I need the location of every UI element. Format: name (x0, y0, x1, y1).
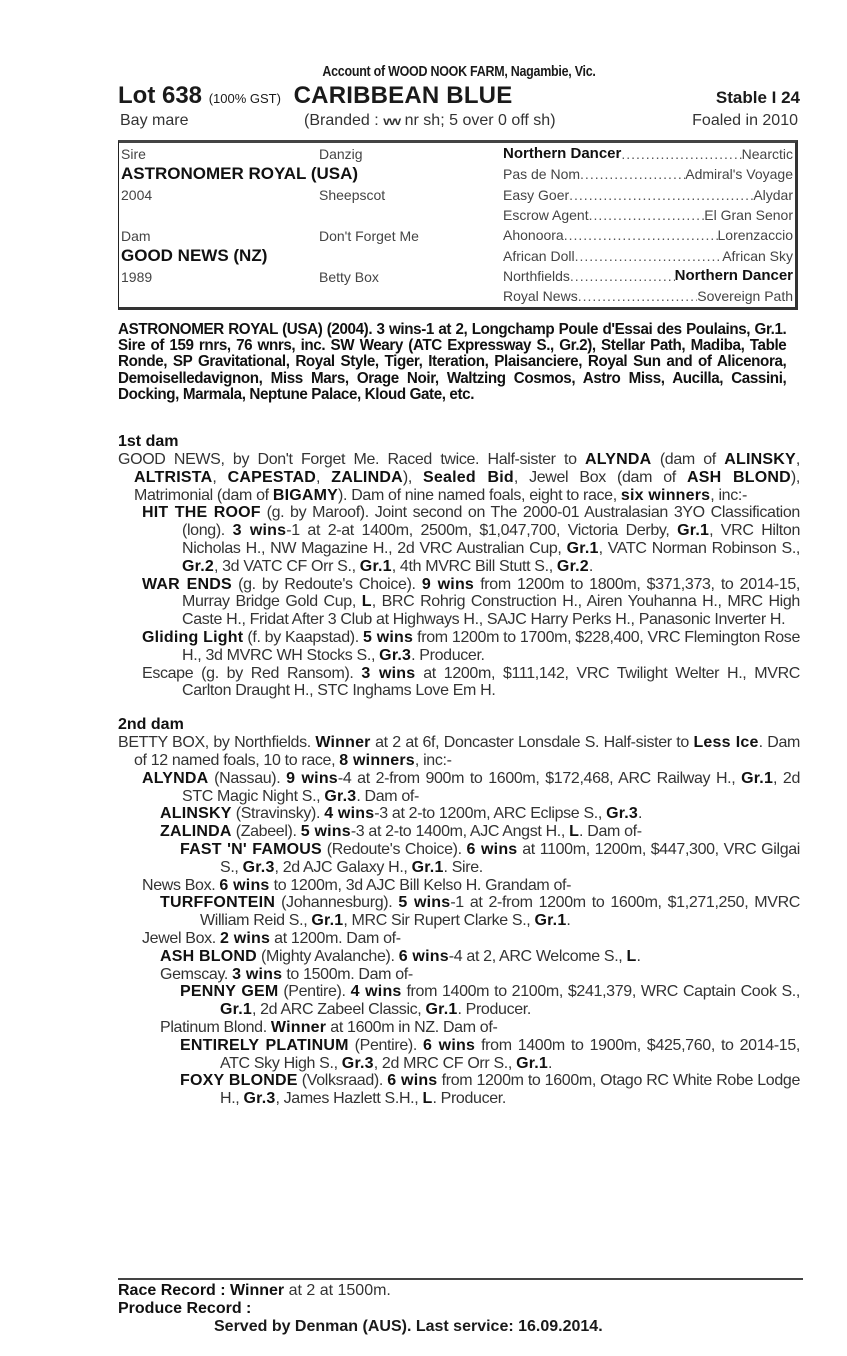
bold-text: 5 wins (398, 894, 451, 912)
grandparent-name: Easy Goer (503, 186, 570, 203)
leader-dots (564, 225, 718, 245)
bold-text: 2 wins (219, 929, 271, 947)
foaled-year: Foaled in 2010 (692, 112, 798, 129)
grandparent-row (503, 205, 793, 225)
sire-summary: ASTRONOMER ROYAL (USA) (2004). 3 wins-1 at 2, Longchamp Poule d'Essai des Poulains, Gr.1. Sire of 159 rnrs, 76 wnrs, inc. SW Weary (ATC Expressway S., Gr.2), Stellar Path, Madiba, Table Ronde, SP Gravitational, Royal Style, Tiger, Iteration, Plaisanciere, Royal Sun and of Alicenora, Demoiselledavignon, Miss Mars, Orage Noir, Waltzing Cosmos, Astro Miss, Aucilla, Cassini, Docking, Marmala, Neptune Palace, Kloud Gate, etc. (118, 321, 787, 403)
divider (118, 1278, 803, 1280)
horse-details (118, 110, 800, 132)
vendor-account: Account of WOOD NOOK FARM, Nagambie, Vic. (322, 64, 596, 80)
bold-text: Gr.2 (182, 557, 214, 575)
leader-dots (578, 286, 698, 306)
brand-description: (Branded : vvv nr sh; 5 over 0 off sh) (304, 112, 556, 129)
bold-text: Gr.1 (425, 1001, 458, 1019)
bold-text: Gr.1 (534, 912, 567, 930)
gst-note: (100% GST) (208, 91, 281, 106)
bold-text: HIT THE ROOF (142, 504, 261, 522)
lot-header (118, 82, 800, 110)
leader-dots (570, 266, 675, 286)
bold-text: L (626, 947, 637, 965)
bold-text: ALINSKY (160, 805, 232, 823)
bold-text: ZALINDA (160, 823, 232, 841)
bold-text: Gr.1 (516, 1054, 549, 1072)
bold-text: Less Ice (693, 734, 759, 752)
leader-dots (569, 185, 753, 205)
bold-text: Gr.3 (379, 646, 412, 664)
first-dam-heading: 1st dam (118, 433, 179, 451)
bold-text: FOXY BLONDE (180, 1072, 298, 1090)
bold-text: PENNY GEM (180, 983, 279, 1001)
bold-text: Gr.1 (677, 522, 710, 540)
leader-dots (621, 144, 741, 164)
stable-location: Stable I 24 (715, 88, 800, 107)
bold-text: 3 wins (232, 522, 287, 540)
bold-text: ASH BLOND (686, 468, 791, 486)
produce-record: Produce Record : (118, 1300, 252, 1317)
bold-text: ALTRISTA (134, 468, 213, 486)
grandparent-name: Northern Dancer (503, 145, 622, 162)
sire-label: Sire (121, 146, 146, 162)
descendant-entry: TURFFONTEIN (Johannesburg). 5 wins-1 at 2-from 1200m to 1600m, $1,271,250, MVRC William Reid S., Gr.1, MRC Sir Rupert Clarke S., Gr.1. (160, 894, 800, 930)
progeny-entry: HIT THE ROOF (g. by Maroof). Joint second on The 2000-01 Australasian 3YO Classification (long). 3 wins-1 at 2-at 1400m, 2500m, $1,047,700, Victoria Derby, Gr.1, VRC Hilton Nicholas H., NW Magazine H., 2d VRC Australian Cup, Gr.1, VATC Norman Robinson S., Gr.2, 3d VATC CF Orr S., Gr.1, 4th MVRC Bill Stutt S., Gr.2. (142, 504, 801, 575)
bold-text: L (422, 1090, 433, 1108)
bold-text: 4 wins (324, 805, 375, 823)
grandparent-name: Escrow Agent (503, 206, 589, 223)
great-grandsire-name: Northern Dancer (674, 266, 793, 284)
bold-text: Gr.3 (341, 1054, 374, 1072)
descendant-entry: Jewel Box. 2 wins at 1200m. Dam of- (142, 929, 401, 947)
second-dam-intro: BETTY BOX, by Northfields. Winner at 2 at 6f, Doncaster Lonsdale S. Half-sister to Less Ice. Dam of 12 named foals, 10 to race, 8 winners, inc:- (118, 734, 800, 769)
descendant-entry: ZALINDA (Zabeel). 5 wins-3 at 2-to 1400m, AJC Angst H., L. Dam of- (160, 823, 642, 841)
second-dam-entries (118, 770, 800, 1108)
bold-text: TURFFONTEIN (160, 894, 276, 912)
records-section (118, 1282, 803, 1336)
bold-text: BIGAMY (272, 486, 339, 504)
lot-number: Lot 638 (118, 82, 203, 109)
bold-text: CAPESTAD (227, 468, 316, 486)
bold-text: Gr.2 (556, 557, 589, 575)
grandparent-row (503, 225, 793, 245)
grandparent-name: Royal News (503, 288, 578, 305)
grandparent-name: African Doll (503, 247, 575, 264)
bold-text: 4 wins (350, 983, 402, 1001)
bold-text: 8 winners (339, 751, 415, 769)
descendant-entry: ASH BLOND (Mighty Avalanche). 6 wins-4 at 2, ARC Welcome S., L. (160, 947, 641, 965)
sire-dam: Sheepscot (319, 187, 386, 203)
progeny-entry: WAR ENDS (g. by Redoute's Choice). 9 wins from 1200m to 1800m, $371,373, to 2014-15, Murray Bridge Gold Cup, L, BRC Rohrig Construction H., Airen Youhanna H., MRC High Caste H., Fridat After 3 Club at Highways H., SAJC Harry Perks H., Panasonic Inverter H. (142, 575, 801, 629)
grandparent-name: Northfields (503, 267, 570, 284)
bold-text: Gr.1 (359, 557, 392, 575)
horse-name: CARIBBEAN BLUE (293, 82, 513, 109)
catalogue-page (118, 62, 800, 1108)
bold-text: 6 wins (219, 876, 270, 894)
great-grandsire-name: Nearctic (741, 146, 793, 162)
bold-text: WAR ENDS (142, 575, 232, 593)
bold-text: ASH BLOND (160, 947, 257, 965)
race-record: Race Record : Winner at 2 at 1500m. (118, 1282, 391, 1299)
descendant-entry: ALINSKY (Stravinsky). 4 wins-3 at 2-to 1200m, ARC Eclipse S., Gr.3. (160, 805, 643, 823)
bold-text: 6 wins (398, 947, 449, 965)
progeny-entry: Escape (g. by Red Ransom). 3 wins at 1200m, $111,142, VRC Twilight Welter H., MVRC Carlton Draught H., STC Inghams Love Em H. (142, 664, 801, 700)
sire-year: 2004 (121, 187, 153, 203)
descendant-entry: ALYNDA (Nassau). 9 wins-4 at 2-from 900m to 1600m, $172,468, ARC Railway H., Gr.1, 2d STC Magic Night S., Gr.3. Dam of- (142, 769, 800, 805)
bold-text: 5 wins (362, 628, 414, 646)
descendant-entry: News Box. 6 wins to 1200m, 3d AJC Bill Kelso H. Grandam of- (142, 876, 572, 894)
great-grandsire-name: African Sky (722, 247, 793, 264)
bold-text: Gr.1 (566, 540, 599, 557)
grandparent-row (503, 144, 793, 164)
bold-text: Gr.1 (741, 769, 774, 787)
grandparent-row (503, 185, 793, 205)
grandparent-row (503, 164, 793, 184)
second-dam-heading: 2nd dam (118, 716, 184, 734)
bold-text: Gr.3 (243, 1090, 276, 1108)
bold-text: 3 wins (232, 965, 283, 983)
bold-text: six winners (620, 486, 711, 504)
bold-text: Gr.3 (242, 858, 275, 876)
bold-text: 3 wins (361, 664, 416, 682)
dam-dam: Betty Box (319, 269, 379, 285)
grandparent-name: Ahonoora (503, 227, 564, 244)
descendant-entry: Gemscay. 3 wins to 1500m. Dam of- (160, 965, 413, 983)
bold-text: 5 wins (300, 823, 351, 841)
bold-text: 6 wins (466, 840, 518, 858)
bold-text: ALYNDA (142, 769, 209, 787)
bold-text: ZALINDA (331, 468, 403, 486)
great-grandsire-name: Alydar (753, 186, 793, 203)
sire-sire: Danzig (319, 146, 363, 162)
bold-text: Gr.1 (411, 858, 444, 876)
bold-text: ENTIRELY PLATINUM (180, 1036, 349, 1054)
brand-mark-icon: vvv (383, 114, 401, 128)
grandparent-row (503, 286, 793, 306)
bold-text: Gr.1 (311, 912, 344, 930)
progeny-entry: Gliding Light (f. by Kaapstad). 5 wins from 1200m to 1700m, $228,400, VRC Flemington Rose H., 3d MVRC WH Stocks S., Gr.3. Producer. (142, 628, 800, 664)
descendant-entry: Platinum Blond. Winner at 1600m in NZ. Dam of- (160, 1018, 498, 1036)
pedigree-table (118, 140, 798, 310)
bold-text: L (361, 593, 372, 611)
dam-label: Dam (121, 228, 151, 244)
service-note: Served by Denman (AUS). Last service: 16.09.2014. (214, 1318, 603, 1335)
great-grandsire-name: Lorenzaccio (717, 227, 793, 244)
bold-text: FAST 'N' FAMOUS (180, 840, 322, 858)
bold-text: 6 wins (387, 1072, 438, 1090)
bold-text: Sealed Bid (423, 468, 514, 486)
sire-name: ASTRONOMER ROYAL (USA) (121, 164, 359, 183)
bold-text: Gliding Light (142, 628, 244, 646)
descendant-entry: FAST 'N' FAMOUS (Redoute's Choice). 6 wins at 1100m, 1200m, $447,300, VRC Gilgai S., Gr.3, 2d AJC Galaxy H., Gr.1. Sire. (180, 840, 800, 876)
bold-text: Gr.1 (220, 1001, 252, 1019)
bold-text: L (569, 823, 580, 841)
leader-dots (575, 246, 723, 266)
dam-year: 1989 (121, 269, 153, 285)
great-grandsire-name: Sovereign Path (697, 288, 793, 305)
bold-text: ALINSKY (724, 451, 796, 469)
leader-dots (580, 164, 685, 184)
first-dam-intro: GOOD NEWS, by Don't Forget Me. Raced twice. Half-sister to ALYNDA (dam of ALINSKY, ALTRISTA, CAPESTAD, ZALINDA), Sealed Bid, Jewel Box (dam of ASH BLOND), Matrimonial (dam of BIGAMY). Dam of nine named foals, eight to race, six winners, inc:- (118, 451, 801, 504)
dam-name: GOOD NEWS (NZ) (121, 246, 268, 265)
bold-text: Gr.3 (324, 787, 357, 805)
first-dam-section (118, 433, 800, 700)
descendant-entry: FOXY BLONDE (Volksraad). 6 wins from 1200m to 1600m, Otago RC White Robe Lodge H., Gr.3, James Hazlett S.H., L. Producer. (180, 1072, 800, 1108)
dam-sire: Don't Forget Me (319, 228, 419, 244)
bold-text: Gr.3 (606, 805, 638, 823)
grandparent-row (503, 246, 793, 266)
horse-sex-colour: Bay mare (120, 112, 189, 129)
lot-title (118, 82, 512, 113)
bold-text: 9 wins (421, 575, 475, 593)
great-grandsire-name: El Gran Senor (704, 206, 793, 223)
bold-text: 9 wins (286, 769, 338, 787)
descendant-entry: PENNY GEM (Pentire). 4 wins from 1400m to 2100m, $241,379, WRC Captain Cook S., Gr.1, 2d ARC Zabeel Classic, Gr.1. Producer. (180, 983, 800, 1019)
bold-text: Winner (315, 734, 371, 752)
great-grandsire-name: Admiral's Voyage (685, 166, 793, 183)
grandparent-name: Pas de Nom (503, 166, 581, 183)
bold-text: ALYNDA (585, 451, 652, 469)
grandparent-row (503, 266, 793, 286)
descendant-entry: ENTIRELY PLATINUM (Pentire). 6 wins from 1400m to 1900m, $425,760, to 2014-15, ATC Sky High S., Gr.3, 2d MRC CF Orr S., Gr.1. (180, 1036, 800, 1072)
leader-dots (589, 205, 705, 225)
bold-text: Winner (270, 1018, 327, 1036)
first-dam-progeny (118, 504, 800, 700)
bold-text: 6 wins (423, 1036, 476, 1054)
second-dam-section (118, 716, 800, 1108)
